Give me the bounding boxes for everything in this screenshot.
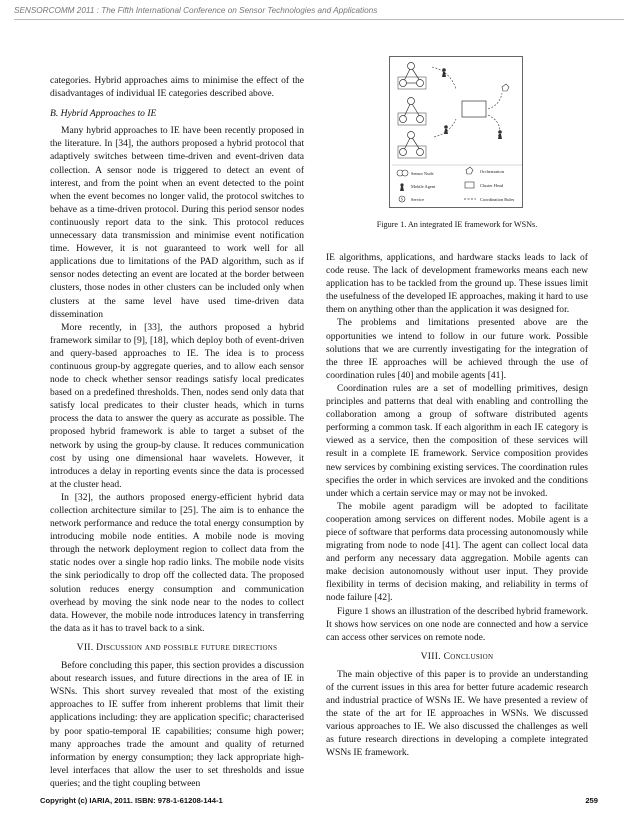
service-node-icon [400,80,407,87]
paragraph: More recently, in [33], the authors proposed a hybrid framework similar to [9], [18], which deploy both of event-driven and query-based approaches to IE. The idea is to process continuous group-by aggregate queries, and to allow each sensor node to check whether sensor readings satisfy local predicates based on a predefined thresholds. Then, nodes send only data that satisfy local predicates to their cluster heads, which in turns process the data to answer the query as accurate as possible. The proposed hybrid framework is able to target a subset of the network by using the group-by clause. It reduces communication cost by using one dimensional haar wavelets. However, it introduces a delay in reporting events since the data is processed at the cluster head. [50,321,304,490]
figure-caption: Figure 1. An integrated IE framework for WSNs. [376,220,538,229]
running-header: SENSORCOMM 2011 : The Fifth International Conference on Sensor Technologies and Applications [14,6,378,15]
legend-orchestration: Orchestration [480,169,504,174]
legend-service: Service [411,197,425,202]
section-title: VII. Discussion and possible future directions [76,641,278,653]
legend-sensor-node: Sensor Node [411,171,434,176]
paragraph: The problems and limitations presented above are the opportunities we intend to follow in our future work. Possible solutions that we are currently investigating for the integration of the three IE approaches will be achieved through the use of coordination rules [40] and mobile agents [41]. [326,317,588,381]
legend-mobile-agent-icon [400,183,403,186]
legend-mobile-agent: Mobile Agent [411,184,436,189]
left-column [50,74,304,790]
paragraph: Figure 1 shows an illustration of the described hybrid framework. It shows how services on one node are connected and how a service can access other services on remote node. [326,605,588,643]
subsection-title: B. Hybrid Approaches to IE [50,108,157,120]
header-rule [14,19,624,20]
paragraph: In [32], the authors proposed energy-efficient hybrid data collection architecture similar to [25]. The aim is to enhance the network performance and reduce the total energy consumption by introducing mobile node entities. A mobile node is moving through the network deployment region to collect data from the static nodes over a single hop radio links. The mobile node visits the sink periodically to drop off the collected data. The proposed solution reduces energy consumption and communication overhead by moving the sink node near to the nodes to collect data. However, the mobile node introduces latency in transferring the data as it has to travel back to a sink. [50,491,304,634]
paragraph: Before concluding this paper, this section provides a discussion about research issues, and future directions in the area of IE in WSNs. This short survey revealed that most of the existing approaches to IE suffer from inherent problems that limit their applications including: they are application specific; characterised by poor spatio-temporal IE capabilities; consume high power; many approaches trade the amount and quality of returned information by energy consumption; they lack appropriate high-level interfaces that allow the user to set thresholds and issue queries; and the tight coupling between [50,660,304,789]
service-node-icon [400,149,407,156]
service-node-icon [417,80,424,87]
mobile-agent-icon [442,68,446,77]
page-number: 259 [585,796,598,805]
paragraph: categories. Hybrid approaches aims to minimise the effect of the disadvantages of individual IE categories described above. [50,75,304,100]
paragraph: The main objective of this paper is to provide an understanding of the current issues in this area for better future academic research and industrial practice of WSNs IE. We have presented a review of the state of the art for IE approaches in WSNs. We discussed various approaches to IE. We also discussed the challenges as well as future research directions in developing a complete integrated WSNs IE framework. [326,668,588,759]
service-node-icon [408,63,415,70]
footer-copyright: Copyright (c) IARIA, 2011. ISBN: 978-1-61208-144-1 [40,796,223,805]
framework-diagram [390,57,524,209]
service-node-icon [417,149,424,156]
service-node-icon [408,132,415,139]
legend-orchestration-icon [466,167,473,174]
legend-cluster-head-icon [465,182,474,188]
paragraph: IE algorithms, applications, and hardware stacks leads to lack of code reuse. The lack of development frameworks means each new application has to be tackled from the ground up. These issues limit the usefulness of the developed IE approaches, making it hard to use them on anything other than the application it was designed for. [326,252,588,316]
legend-service-symbol: S [400,196,403,202]
service-node-icon [417,116,424,123]
paragraph: Many hybrid approaches to IE have been recently proposed in the literature. In [34], the authors proposed a hybrid protocol that adaptively switches between time-driven and event-driven data collection. A sensor node is triggered to detect an event of interest, and from the point when an event detected to the point when the event becomes no longer valid, the protocol switches to behave as a time-driven protocol. During this period sensor nodes continuously report data to the sink. This protocol reduces unnecessary data transmission and minimise event notification time. However, it is not guaranteed to work well for all applications due to limitations of the PAD algorithm, such as if sensor nodes detecting an event are located at the border between clusters, those nodes in other clusters can be included only when clusters at the same level have used time-driven data dissemination [50,125,304,320]
framework-figure [389,56,523,208]
paragraph: Coordination rules are a set of modelling primitives, design principles and patterns that deal with enabling and controlling the collaboration among a group of software distributed agents performing a common task. If each algorithm in each IE category is viewed as a service, then the composition of these services will result in a complete IE framework. Service composition provides new services by combining existing services. The coordination rules specifies the order in which services are invoked and the conditions under which a certain service may or may not be invoked. [326,382,588,499]
service-node-icon [408,98,415,105]
right-column [326,251,588,760]
legend-cluster-head: Cluster Head [480,183,504,188]
orchestration-icon [502,84,509,91]
paragraph: The mobile agent paradigm will be adopted to facilitate cooperation among services on different nodes. Mobile agent is a piece of software that performs data processing autonomously while migrating from node to node [41]. The agent can collect local data and perform any necessary data aggregation. Mobile agents can make decision autonomously without user input. They provide flexibility in terms of decision making, and reliability in terms of node failure [42]. [326,500,588,604]
cluster-head-icon [462,101,486,117]
mobile-agent-icon [444,125,448,134]
service-node-icon [400,116,407,123]
legend-coordination-rules: Coordination Rules [480,197,515,202]
section-title: VIII. Conclusion [420,650,494,662]
